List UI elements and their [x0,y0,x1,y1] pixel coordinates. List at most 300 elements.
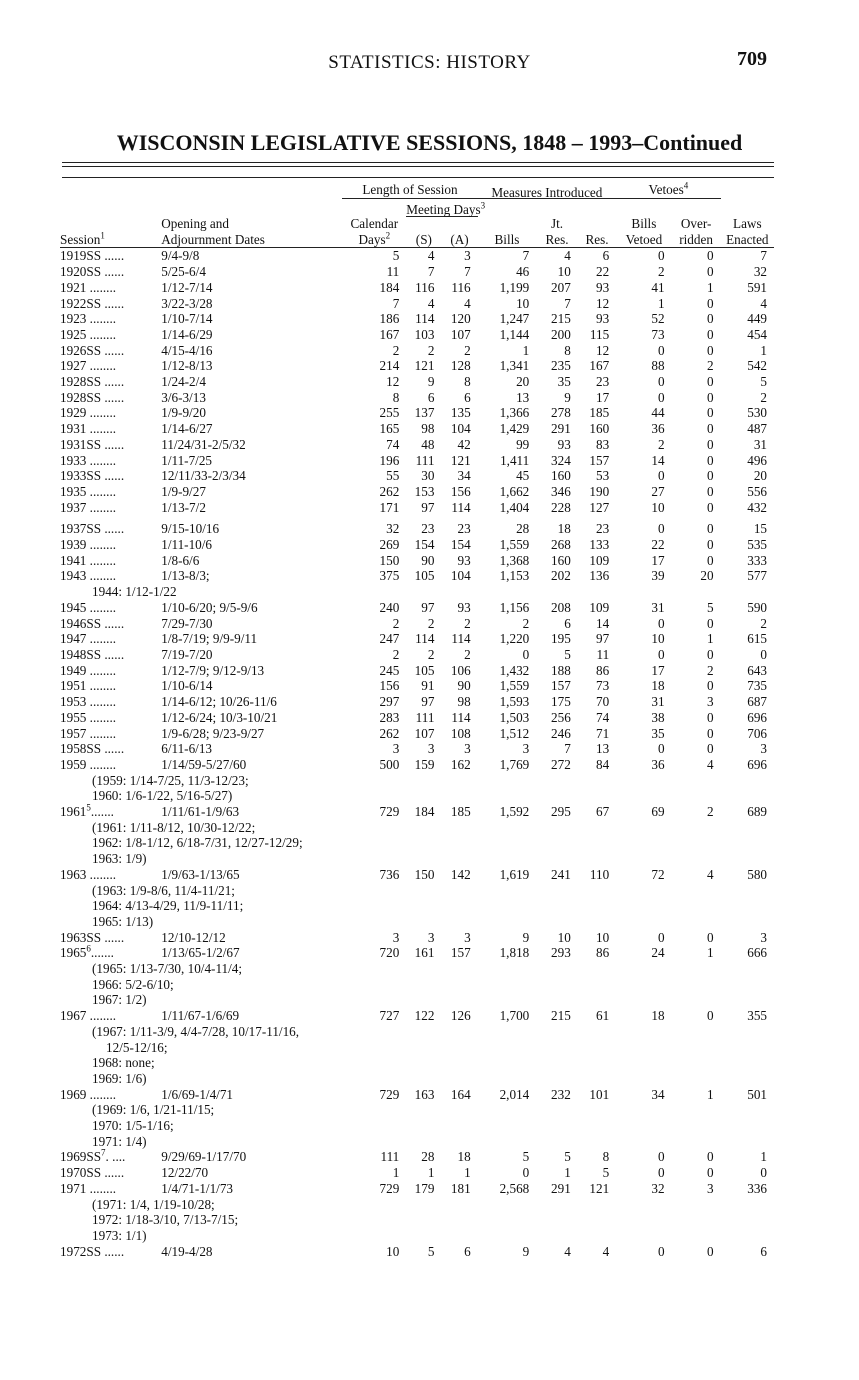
bills-cell: 10 [516,295,530,311]
senate-days-cell: 48 [421,436,435,452]
jt-res-cell: 7 [564,295,571,311]
detail-dates-cell: 1964: 4/13-4/29, 11/9-11/11; [92,898,244,914]
assembly-days-cell: 3 [464,248,471,264]
detail-dates-cell: 1962: 1/8-1/12, 6/18-7/31, 12/27-12/29; [92,835,303,851]
jt-res-cell: 10 [557,264,571,280]
header-vetoed: Vetoed [616,232,671,248]
laws-enacted-cell: 4 [760,295,767,311]
table-row [60,421,774,437]
assembly-days-cell: 181 [450,1180,471,1196]
dates-cell: 3/6-3/13 [161,389,206,405]
laws-enacted-cell: 696 [747,709,767,725]
laws-enacted-cell: 2 [760,615,767,631]
senate-days-cell: 2 [427,646,435,662]
bills-cell: 13 [516,389,530,405]
overridden-cell: 2 [707,358,714,374]
overridden-cell: 0 [707,929,714,945]
senate-days-cell: 114 [415,631,435,647]
bills-cell: 1,432 [499,662,530,678]
assembly-days-cell: 3 [464,929,471,945]
header-adjournment-dates: Adjournment Dates [161,232,342,248]
overridden-cell: 0 [707,374,714,390]
table-row [60,631,774,647]
assembly-days-cell: 8 [464,374,471,390]
bills-cell: 1,662 [499,483,530,499]
res-cell: 115 [589,326,610,342]
assembly-days-cell: 2 [464,342,471,358]
calendar-days-cell: 150 [379,552,400,568]
dates-cell: 1/11/67-1/6/69 [161,1008,240,1024]
detail-dates-cell: 1967: 1/2) [92,992,147,1008]
assembly-days-cell: 2 [464,615,471,631]
session-cell [60,930,161,946]
overridden-cell: 0 [707,421,714,437]
overridden-cell: 0 [707,405,714,421]
senate-days-cell: 2 [427,342,435,358]
session-label: 1948SS ...... [60,646,125,662]
session-label: 1933 ........ [60,452,117,468]
header-opening-and: Opening and [161,216,229,231]
calendar-days-cell: 247 [379,631,400,647]
detail-row [60,992,774,1008]
session-label: 1931 ........ [60,421,117,437]
overridden-cell: 0 [707,646,714,662]
res-cell: 11 [596,646,610,662]
dates-cell: 9/4-9/8 [161,248,200,264]
res-cell: 53 [595,468,610,484]
session-label: 1957 ........ [60,725,117,741]
overridden-cell: 0 [707,483,714,499]
session-cell [60,553,161,569]
laws-enacted-cell: 6 [760,1243,767,1259]
dates-cell: 9/29/69-1/17/70 [161,1149,247,1165]
laws-enacted-cell: 735 [747,678,767,694]
overridden-cell: 5 [707,599,714,615]
jt-res-cell: 228 [551,499,571,515]
dates-cell: 7/29-7/30 [161,615,213,631]
session-cell [60,1244,161,1260]
header-res: Res. [578,232,616,248]
calendar-days-cell: 262 [379,483,400,499]
table-row [60,1181,774,1197]
bills-cell: 1,199 [499,279,530,295]
calendar-days-cell: 74 [386,436,400,452]
table-row [60,1244,774,1260]
detail-dates-cell: (1959: 1/14-7/25, 11/3-12/23; [92,772,249,788]
detail-dates-cell: (1967: 1/11-3/9, 4/4-7/28, 10/17-11/16, [92,1023,300,1039]
jt-res-cell: 208 [551,599,571,615]
bills-cell: 9 [522,1243,530,1259]
laws-enacted-cell: 687 [747,694,767,710]
table-row [60,437,774,453]
jt-res-cell: 291 [551,421,571,437]
session-cell [60,468,161,484]
session-cell [60,437,161,453]
bills-cell: 9 [522,929,530,945]
session-cell [60,405,161,421]
calendar-days-cell: 729 [379,804,400,820]
laws-enacted-cell: 590 [747,599,767,615]
vetoed-cell: 18 [651,1008,665,1024]
session-label: 1949 ........ [60,662,117,678]
table-header [60,172,774,248]
vetoed-cell: 0 [657,615,665,631]
session-cell [60,453,161,469]
bills-cell: 1,700 [499,1008,530,1024]
senate-days-cell: 161 [414,945,435,961]
overridden-cell: 1 [707,945,714,961]
jt-res-cell: 5 [564,646,571,662]
senate-days-cell: 184 [414,804,435,820]
session-label: 1941 ........ [60,552,117,568]
assembly-days-cell: 120 [450,311,471,327]
table-row [60,647,774,663]
dates-cell: 12/10-12/12 [161,929,226,945]
dates-cell: 1/14/59-5/27/60 [161,756,247,772]
calendar-days-cell: 283 [379,709,400,725]
laws-enacted-cell: 1 [760,342,767,358]
table-row [60,1149,774,1165]
jt-res-cell: 160 [551,468,571,484]
res-cell: 157 [589,452,610,468]
sessions-table [60,172,774,1259]
res-cell: 190 [589,483,610,499]
bills-cell: 1,368 [499,552,530,568]
table-row [60,1008,774,1024]
bills-cell: 7 [522,248,530,264]
laws-enacted-cell: 3 [760,741,767,757]
laws-enacted-cell: 432 [747,499,767,515]
table-row [60,726,774,742]
calendar-days-cell: 297 [379,694,400,710]
bills-cell: 1,559 [499,678,530,694]
res-cell: 6 [602,248,610,264]
jt-res-cell: 200 [551,326,571,342]
assembly-days-cell: 104 [450,421,471,437]
overridden-cell: 0 [707,452,714,468]
jt-res-cell: 256 [551,709,571,725]
vetoed-cell: 2 [657,264,665,280]
vetoed-cell: 10 [651,631,665,647]
header-session [60,232,161,248]
res-cell: 17 [595,389,610,405]
bills-cell: 3 [522,741,530,757]
session-cell [60,1165,161,1181]
overridden-cell: 0 [707,264,714,280]
jt-res-cell: 241 [551,866,571,882]
res-cell: 136 [589,568,610,584]
assembly-days-cell: 142 [450,866,471,882]
calendar-days-cell: 156 [379,678,400,694]
assembly-days-cell: 114 [451,631,471,647]
vetoed-cell: 18 [651,678,665,694]
laws-enacted-cell: 487 [747,421,767,437]
dates-cell: 5/25-6/4 [161,264,206,280]
senate-days-cell: 97 [421,599,435,615]
bills-cell: 1,769 [499,756,530,772]
header-bills: Bills [478,232,537,248]
senate-days-cell: 4 [427,248,435,264]
overridden-cell: 0 [707,725,714,741]
laws-enacted-cell: 32 [753,264,767,280]
calendar-days-cell: 32 [386,521,400,537]
res-cell: 61 [595,1008,610,1024]
jt-res-cell: 1 [564,1165,571,1181]
assembly-days-cell: 34 [457,468,471,484]
senate-days-cell: 121 [414,358,435,374]
jt-res-cell: 9 [564,389,571,405]
res-cell: 167 [589,358,610,374]
session-cell [60,280,161,296]
laws-enacted-cell: 1 [760,1149,767,1165]
detail-row [60,1134,774,1150]
footnote-4: 4 [683,180,689,191]
calendar-days-cell: 196 [379,452,400,468]
detail-row [60,1118,774,1134]
assembly-days-cell: 104 [450,568,471,584]
laws-enacted-cell: 501 [747,1086,767,1102]
session-cell [60,358,161,374]
bills-cell: 1,619 [499,866,530,882]
dates-cell: 1/11-7/25 [161,452,213,468]
title-rule-top [62,162,774,163]
res-cell: 84 [595,756,610,772]
session-label: 1961 [60,804,87,820]
session-label: 1958SS ...... [60,741,125,757]
res-cell: 133 [589,537,610,553]
detail-dates-cell: (1971: 1/4, 1/19-10/28; [92,1196,215,1212]
table-row [60,804,774,820]
assembly-days-cell: 93 [457,552,471,568]
session-footnote: 5 [86,802,91,813]
laws-enacted-cell: 0 [760,1165,767,1181]
dates-cell: 1/24-2/4 [161,374,206,390]
vetoed-cell: 17 [651,662,665,678]
detail-dates-cell: (1965: 1/13-7/30, 10/4-11/4; [92,961,243,977]
session-cell [60,1087,161,1103]
res-cell: 121 [589,1180,610,1196]
overridden-cell: 0 [707,499,714,515]
overridden-cell: 0 [707,389,714,405]
jt-res-cell: 5 [564,1149,571,1165]
laws-enacted-cell: 556 [747,483,767,499]
detail-row [60,820,774,836]
calendar-days-cell: 375 [379,568,400,584]
dates-cell: 1/10-7/14 [161,311,213,327]
jt-res-cell: 346 [551,483,571,499]
overridden-cell: 0 [707,1008,714,1024]
res-cell: 110 [589,866,610,882]
running-head-s: S [328,52,340,73]
senate-days-cell: 111 [415,452,435,468]
table-row [60,500,774,516]
vetoed-cell: 0 [657,248,665,264]
session-cell [60,568,161,584]
bills-cell: 1,818 [499,945,530,961]
vetoed-cell: 88 [651,358,665,374]
detail-dates-cell: 1963: 1/9) [92,851,147,867]
assembly-days-cell: 6 [464,389,471,405]
vetoed-cell: 35 [651,725,665,741]
overridden-cell: 1 [707,1086,714,1102]
jt-res-cell: 8 [564,342,571,358]
laws-enacted-cell: 15 [753,521,767,537]
detail-row [60,914,774,930]
vetoed-cell: 32 [651,1180,665,1196]
jt-res-cell: 232 [551,1086,571,1102]
session-leader: . .... [105,1149,126,1165]
calendar-days-cell: 10 [386,1243,400,1259]
session-cell [60,327,161,343]
senate-days-cell: 30 [421,468,435,484]
senate-days-cell: 107 [414,725,435,741]
table-row [60,694,774,710]
session-label: 1923 ........ [60,311,117,327]
vetoed-cell: 17 [651,552,665,568]
senate-days-cell: 3 [427,929,435,945]
dates-cell: 11/24/31-2/5/32 [161,436,246,452]
vetoed-cell: 38 [651,709,665,725]
vetoed-cell: 73 [651,326,665,342]
detail-row [60,1055,774,1071]
overridden-cell: 0 [707,311,714,327]
vetoed-cell: 10 [651,499,665,515]
assembly-days-cell: 116 [451,279,471,295]
table-row [60,1087,774,1103]
session-cell [60,296,161,312]
header-enacted: Enacted [721,232,774,248]
session-cell [60,945,161,961]
laws-enacted-cell: 20 [753,468,767,484]
detail-dates-cell: 1968: none; [92,1055,155,1071]
session-label: 1970SS ...... [60,1165,125,1181]
assembly-days-cell: 93 [457,599,471,615]
footnote-1: 1 [100,230,105,241]
session-cell [60,390,161,406]
vetoed-cell: 39 [651,568,665,584]
table-row [60,945,774,961]
assembly-days-cell: 2 [464,646,471,662]
dates-cell: 1/12-7/9; 9/12-9/13 [161,662,265,678]
running-head-statistics: TATISTICS: [339,52,447,73]
header-jt: Jt. [550,216,564,231]
table-row [60,930,774,946]
assembly-days-cell: 107 [450,326,471,342]
detail-dates-cell: (1969: 1/6, 1/21-11/15; [92,1102,215,1118]
session-leader: ....... [90,945,114,961]
assembly-days-cell: 121 [450,452,471,468]
detail-row [60,898,774,914]
session-cell [60,421,161,437]
laws-enacted-cell: 542 [747,358,767,374]
header-bills-top: Bills [631,216,657,231]
session-footnote: 7 [101,1148,106,1159]
jt-res-cell: 235 [551,358,571,374]
assembly-days-cell: 114 [451,709,471,725]
senate-days-cell: 7 [427,264,435,280]
bills-cell: 20 [516,374,530,390]
calendar-days-cell: 240 [379,599,400,615]
vetoed-cell: 0 [657,389,665,405]
vetoed-cell: 0 [657,468,665,484]
senate-days-cell: 23 [421,521,435,537]
senate-days-cell: 97 [421,694,435,710]
overridden-cell: 0 [707,1149,714,1165]
session-cell [60,741,161,757]
detail-dates-cell: 1965: 1/13) [92,913,154,929]
laws-enacted-cell: 689 [747,804,767,820]
dates-cell: 1/14-6/12; 10/26-11/6 [161,694,277,710]
header-ridden: ridden [672,232,721,248]
dates-cell: 9/15-10/16 [161,521,220,537]
res-cell: 160 [589,421,610,437]
detail-row [60,773,774,789]
detail-row [60,1197,774,1213]
session-label: 1969SS [60,1149,102,1165]
jt-res-cell: 175 [551,694,571,710]
assembly-days-cell: 98 [457,694,471,710]
res-cell: 12 [595,295,610,311]
res-cell: 83 [595,436,610,452]
session-label: 1922SS ...... [60,295,125,311]
dates-cell: 1/4/71-1/1/73 [161,1180,234,1196]
detail-row [60,835,774,851]
senate-days-cell: 9 [427,374,435,390]
laws-enacted-cell: 615 [747,631,767,647]
session-cell [60,264,161,280]
res-cell: 12 [595,342,610,358]
senate-days-cell: 103 [414,326,435,342]
session-label: 1928SS ...... [60,374,125,390]
jt-res-cell: 215 [551,1008,571,1024]
detail-row [60,1212,774,1228]
assembly-days-cell: 128 [450,358,471,374]
senate-days-cell: 2 [427,615,435,631]
session-cell [60,1008,161,1024]
table-row [60,280,774,296]
assembly-days-cell: 7 [464,264,471,280]
senate-days-cell: 122 [414,1008,435,1024]
overridden-cell: 0 [707,709,714,725]
overridden-cell: 0 [707,552,714,568]
assembly-days-cell: 6 [464,1243,471,1259]
jt-res-cell: 268 [551,537,571,553]
header-assembly: (A) [441,232,477,248]
detail-dates-cell: 1966: 5/2-6/10; [92,976,174,992]
running-head-h: H [446,52,461,73]
dates-cell: 1/8-6/6 [161,552,200,568]
laws-enacted-cell: 2 [760,389,767,405]
dates-cell: 1/9/63-1/13/65 [161,866,240,882]
vetoed-cell: 0 [657,929,665,945]
calendar-days-cell: 5 [392,248,400,264]
session-cell [60,726,161,742]
header-measures-introduced: Measures Introduced [478,172,617,198]
bills-cell: 1,220 [499,631,530,647]
overridden-cell: 0 [707,741,714,757]
assembly-days-cell: 154 [450,537,471,553]
bills-cell: 2,014 [499,1086,530,1102]
calendar-days-cell: 729 [379,1086,400,1102]
senate-days-cell: 3 [427,741,435,757]
session-cell [60,757,161,773]
overridden-cell: 0 [707,342,714,358]
calendar-days-cell: 184 [379,279,400,295]
table-row [60,710,774,726]
overridden-cell: 0 [707,468,714,484]
session-label: 1943 ........ [60,568,117,584]
detail-row [60,851,774,867]
